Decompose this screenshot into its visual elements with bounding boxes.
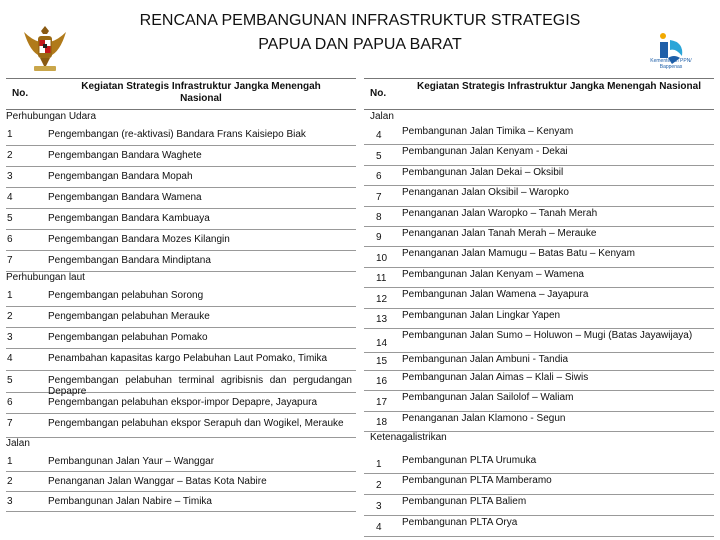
table-row xyxy=(364,411,714,432)
row-text: Pembangunan Jalan Kenyam - Dekai xyxy=(402,146,568,158)
row-number: 7 xyxy=(7,255,13,266)
table-row xyxy=(364,328,714,353)
row-number: 12 xyxy=(376,293,388,305)
table-row xyxy=(364,185,714,206)
table-row xyxy=(6,187,356,209)
row-number: 3 xyxy=(7,332,13,343)
row-text: Pembangunan Jalan Aimas – Klali – Siwis xyxy=(402,372,589,383)
page-title-line2: PAPUA DAN PAPUA BARAT xyxy=(258,36,462,53)
table-row xyxy=(364,226,714,247)
table-row xyxy=(364,453,714,474)
row-number: 2 xyxy=(7,311,13,322)
row-number: 6 xyxy=(376,171,382,183)
row-text: Pembangunan Jalan Dekai – Oksibil xyxy=(402,166,564,178)
header-no: No. xyxy=(370,88,387,99)
row-number: 5 xyxy=(7,375,13,386)
table-row xyxy=(6,250,356,272)
row-number: 1 xyxy=(7,456,13,467)
table-row xyxy=(364,473,714,495)
row-number: 7 xyxy=(7,418,13,429)
row-text: Penanganan Jalan Waropko – Tanah Merah xyxy=(402,207,598,219)
row-number: 18 xyxy=(376,417,388,429)
row-number: 3 xyxy=(376,501,382,513)
row-number: 4 xyxy=(376,522,382,534)
section-title: Perhubungan laut xyxy=(6,272,85,283)
row-number: 5 xyxy=(376,150,382,162)
table-row xyxy=(6,491,356,512)
table-row xyxy=(364,165,714,186)
table-row xyxy=(6,145,356,167)
row-text: Pembangunan PLTA Mamberamo xyxy=(402,475,552,487)
row-number: 9 xyxy=(376,232,382,244)
row-number: 8 xyxy=(376,211,382,223)
row-number: 3 xyxy=(7,496,13,507)
table-row xyxy=(364,144,714,165)
row-text: Pengembangan Bandara Kambuaya xyxy=(48,213,210,224)
row-number: 2 xyxy=(7,476,13,487)
row-text: Penambahan kapasitas kargo Pelabuhan Laut Pomako, Timika xyxy=(48,353,328,364)
table-row xyxy=(6,208,356,230)
table-row xyxy=(6,285,356,307)
table-row xyxy=(364,206,714,227)
row-text: Pembangunan Jalan Nabire – Timika xyxy=(48,496,212,507)
row-number: 13 xyxy=(376,313,388,325)
row-text: Pembangunan Jalan Lingkar Yapen xyxy=(402,309,561,321)
row-number: 4 xyxy=(7,192,13,203)
row-number: 17 xyxy=(376,396,388,408)
row-number: 6 xyxy=(7,397,13,408)
row-number: 1 xyxy=(376,459,382,471)
row-text: Pembangunan Jalan Timika – Kenyam xyxy=(402,126,574,137)
table-row xyxy=(6,413,356,438)
table-row xyxy=(6,124,356,146)
table-row xyxy=(6,348,356,371)
row-text: Pengembangan Bandara Wamena xyxy=(48,192,202,203)
header-kegiatan: Kegiatan Strategis Infrastruktur Jangka Menengah Nasional xyxy=(417,81,701,92)
row-text: Pembangunan PLTA Baliem xyxy=(402,496,527,508)
section-title: Jalan xyxy=(370,111,394,122)
row-text: Pengembangan Bandara Mindiptana xyxy=(48,255,211,266)
garuda-emblem-icon xyxy=(22,22,68,74)
row-text: Pengembangan pelabuhan ekspor-impor Depapre, Jayapura xyxy=(48,397,318,408)
table-row xyxy=(364,287,714,308)
table-row xyxy=(6,229,356,251)
table-row xyxy=(364,267,714,288)
section-title: Ketenagalistrikan xyxy=(370,432,447,444)
row-number: 2 xyxy=(7,150,13,161)
table-row xyxy=(364,308,714,329)
row-text: Penanganan Jalan Tanah Merah – Merauke xyxy=(402,228,597,239)
row-number: 16 xyxy=(376,376,388,388)
row-text: Pengembangan pelabuhan Sorong xyxy=(48,290,204,301)
row-text: Penanganan Jalan Oksibil – Waropko xyxy=(402,187,569,199)
row-number: 6 xyxy=(7,234,13,245)
table-row xyxy=(364,370,714,391)
row-text: Penanganan Jalan Klamono - Segun xyxy=(402,412,566,424)
bappenas-logo-caption xyxy=(641,58,701,70)
row-number: 2 xyxy=(376,480,382,492)
row-number: 15 xyxy=(376,356,388,367)
table-row xyxy=(6,392,356,414)
row-text: Pembangunan Jalan Sumo – Holuwon – Mugi (Batas Jayawijaya) xyxy=(402,330,693,341)
table-row xyxy=(364,124,714,145)
table-row xyxy=(6,370,356,397)
row-number: 5 xyxy=(7,213,13,224)
row-text: Pengembangan Bandara Mopah xyxy=(48,171,193,182)
row-text: Pengembangan Bandara Mozes Kilangin xyxy=(48,234,230,245)
left-table-header xyxy=(6,78,356,110)
row-text: Pengembangan Bandara Waghete xyxy=(48,150,202,161)
row-text: Pembangunan Jalan Kenyam – Wamena xyxy=(402,268,584,280)
row-text: Pembangunan Jalan Yaur – Wanggar xyxy=(48,456,215,467)
table-row xyxy=(6,166,356,188)
page-title-line1: RENCANA PEMBANGUNAN INFRASTRUKTUR STRATEGIS xyxy=(139,12,581,29)
row-text: Pembangunan Jalan Wamena – Jayapura xyxy=(402,289,589,301)
table-row xyxy=(6,451,356,472)
row-text: Pembangunan PLTA Orya xyxy=(402,517,518,529)
table-row xyxy=(6,327,356,349)
row-text: Pembangunan Jalan Sailolof – Waliam xyxy=(402,392,574,404)
logo-caption-line2: Bappenas xyxy=(659,64,683,70)
row-text: Pembangunan PLTA Urumuka xyxy=(402,455,537,467)
row-text: Pengembangan pelabuhan Pomako xyxy=(48,332,208,343)
row-text: Pengembangan pelabuhan Merauke xyxy=(48,311,210,322)
table-row xyxy=(364,246,714,267)
row-number: 1 xyxy=(7,290,13,301)
section-title: Perhubungan Udara xyxy=(6,111,97,122)
table-row xyxy=(364,352,714,371)
table-row xyxy=(364,515,714,537)
row-number: 1 xyxy=(7,129,13,140)
row-number: 11 xyxy=(376,273,387,285)
row-number: 7 xyxy=(376,191,382,203)
row-text: Pengembangan pelabuhan ekspor Serapuh dan Wogikel, Merauke xyxy=(48,418,344,429)
table-row xyxy=(6,471,356,492)
bappenas-logo-icon xyxy=(650,28,690,78)
row-text: Pembangunan Jalan Ambuni - Tandia xyxy=(402,354,569,365)
table-row xyxy=(364,390,714,411)
row-number: 4 xyxy=(376,130,382,142)
row-text: Pengembangan pelabuhan terminal agribisnis dan pergudangan Depapre xyxy=(48,375,352,397)
row-number: 14 xyxy=(376,338,388,349)
row-number: 4 xyxy=(7,353,13,364)
right-table-header xyxy=(364,78,714,110)
header-kegiatan: Kegiatan Strategis Infrastruktur Jangka Menengah Nasional xyxy=(81,81,321,104)
row-text: Penanganan Jalan Mamugu – Batas Batu – Kenyam xyxy=(402,248,635,260)
row-number: 10 xyxy=(376,252,388,264)
section-title: Jalan xyxy=(6,438,30,449)
table-row xyxy=(364,494,714,516)
header-no: No. xyxy=(12,88,29,99)
row-text: Penanganan Jalan Wanggar – Batas Kota Nabire xyxy=(48,476,267,487)
row-number: 3 xyxy=(7,171,13,182)
logo-caption-line1: Kementerian PPN/ xyxy=(650,58,692,64)
row-text: Pengembangan (re-aktivasi) Bandara Frans Kaisiepo Biak xyxy=(48,129,306,140)
table-row xyxy=(6,306,356,328)
